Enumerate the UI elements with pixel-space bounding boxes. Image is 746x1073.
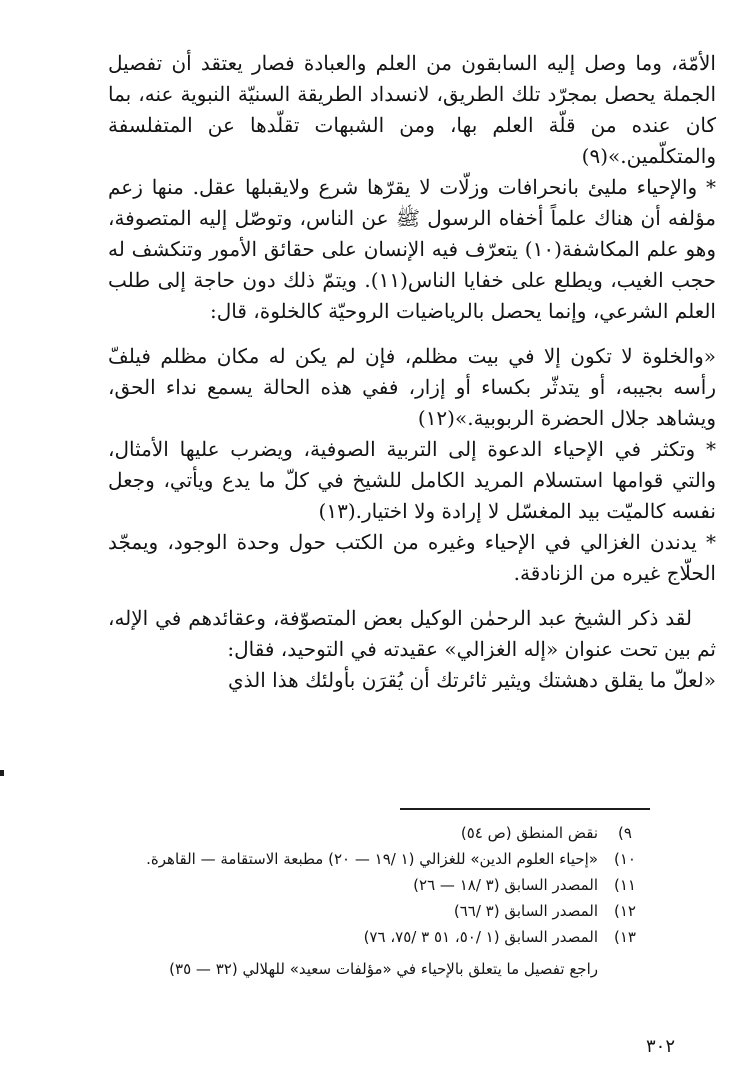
footnote-number: ٩) [618,824,632,842]
paragraph-5: * يدندن الغزالي في الإحياء وغيره من الكتب حول وحدة الوجود، ويمجّد الحلّاج غيره من الزنادقة. [108,530,716,585]
footnote-number: ١٠) [614,850,636,868]
paragraph-2: * والإحياء مليئ بانحرافات وزلّات لا يقرّها شرع ولايقبلها عقل. منها زعم مؤلفه أن هناك علماً أخفاه الرسول ﷺ عن الناس، وتوصّل إليه المتصوفة، وهو علم المكاشفة(١٠) يتعرّف فيه الإنسان على حقائق الأمور وتنكشف له حجب الغيب، ويطلع على خفايا الناس(١١). ويتمّ ذلك دون حاجة إلى طلب العلم الشرعي، وإنما يحصل بالرياضيات الروحيّة كالخلوة، قال: [108,175,717,323]
footnote-12 [120,898,640,924]
margin-mark [0,770,4,776]
footnote-text: المصدر السابق (٣ /٦٦) [453,902,598,920]
footnote-10 [120,846,640,872]
paragraph-1: الأمّة، وما وصل إليه السابقون من العلم والعبادة فصار يعتقد أن تفصيل الجملة يحصل بمجرّد تلك الطريق، لانسداد الطريقة السنيّة النبوية عنه، بما كان عنده من قلّة العلم بها، ومن الشبهات تقلّدها عن المتفلسفة والمتكلّمين.»(٩) [108,51,716,168]
paragraph-3-quote: «والخلوة لا تكون إلا في بيت مظلم، فإن لم يكن له مكان مظلم فيلفّ رأسه بجيبه، أو يتدثّر بكساء أو إزار، ففي هذه الحالة يسمع نداء الحق، ويشاهد جلال الحضرة الربوبية.»(١٢) [108,344,716,430]
footnote-text: المصدر السابق (١ /٥٠، ٥١ ٣ /٧٥، ٧٦) [363,928,598,946]
main-text [108,48,716,696]
paragraph-7-quote: «لعلّ ما يقلق دهشتك ويثير ثائرتك أن يُقرَن بأولئك هذا الذي [227,668,716,692]
footnote-number: ١١) [614,876,636,894]
footnote-number: ١٣) [614,928,636,946]
footnotes [120,820,640,982]
footnote-separator [400,808,650,810]
footnote-number: ١٢) [614,902,636,920]
footnote-text: نقض المنطق (ص ٥٤) [460,824,598,842]
footnote-13 [120,924,640,950]
footnote-reference: راجع تفصيل ما يتعلق بالإحياء في «مؤلفات سعيد» للهلالي (٣٢ — ٣٥) [169,960,598,978]
paragraph-4: * وتكثر في الإحياء الدعوة إلى التربية الصوفية، ويضرب عليها الأمثال، والتي قوامها استسلام المريد الكامل للشيخ في كلّ ما يدع ويأتي، وجعل نفسه كالميّت بيد المغسّل لا إرادة ولا اختيار.(١٣) [108,437,716,523]
page-number: ٣٠٢ [646,1036,676,1057]
footnote-text: «إحياء العلوم الدين» للغزالي (١ /١٩ — ٢٠) مطبعة الاستقامة — القاهرة. [146,850,598,868]
footnote-text: المصدر السابق (٣ /١٨ — ٢٦) [413,876,598,894]
footnote-9 [120,820,640,846]
footnote-11 [120,872,640,898]
paragraph-6: لقد ذكر الشيخ عبد الرحمٰن الوكيل بعض المتصوّفة، وعقائدهم في الإله، ثم بين تحت عنوان «إله الغزالي» عقيدته في التوحيد، فقال: [108,606,716,661]
